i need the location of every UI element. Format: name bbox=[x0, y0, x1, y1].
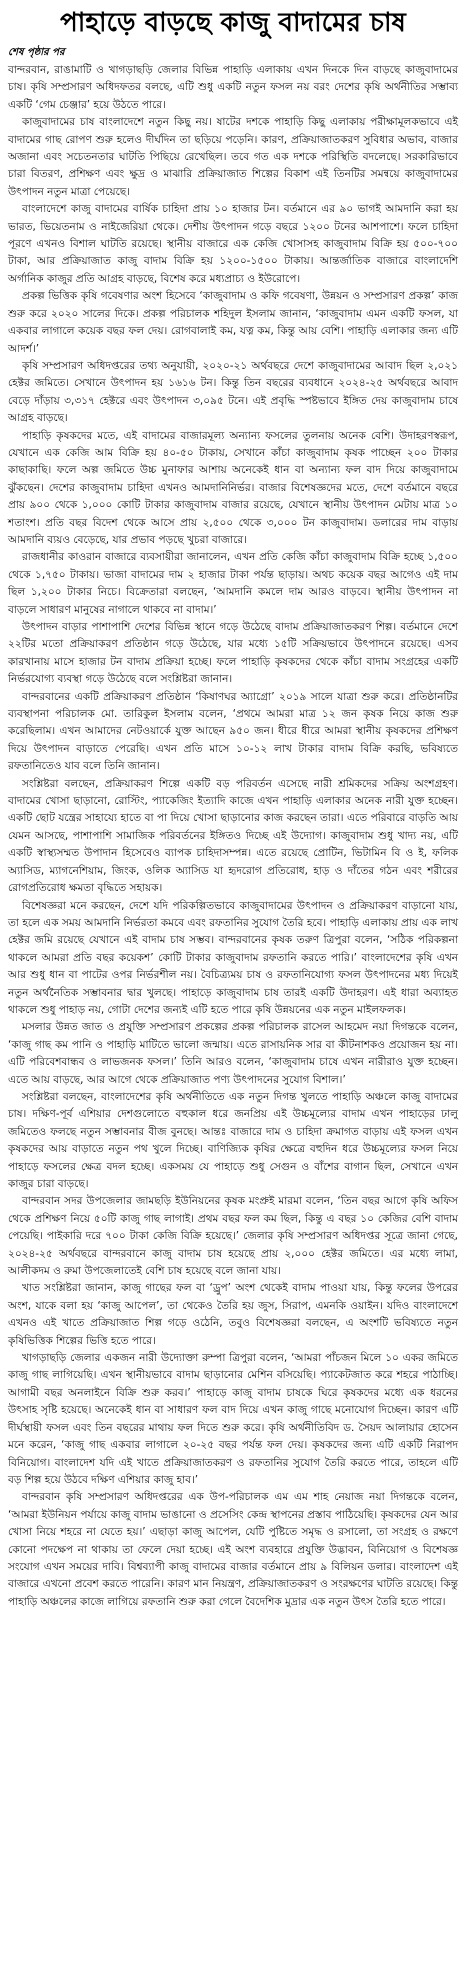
article-paragraph: বাংলাদেশে কাজু বাদামের বার্ষিক চাহিদা প্রায় ১০ হাজার টন। বর্তমানে এর ৯০ ভাগই আমদানি করা হয় ভারত, ভিয়েতনাম ও নাইজেরিয়া থেকে। দেশীয় উৎপাদন গড়ে বছরে ১২০০ টনের আশপাশে। ফলে চাহিদা পূরণে এখনও বিশাল ঘাটতি রয়েছে। স্থানীয় বাজারে এক কেজি খোসাসহ কাজুবাদাম বিক্রি হয় ৫০০-৭০০ টাকা, আর প্রক্রিয়াজাত কাজু বাদাম বিক্রি হয় ১২০০-১৫০০ টাকায়। আন্তর্জাতিক বাজারে বাংলাদেশি অর্গানিক কাজুর প্রতি আগ্রহ বাড়ছে, বিশেষ করে মধ্যপ্রাচ্য ও ইউরোপে। bbox=[8, 203, 458, 285]
article-paragraph: উৎপাদন বাড়ার পাশাপাশি দেশের বিভিন্ন স্থানে গড়ে উঠেছে বাদাম প্রক্রিয়াজাতকরণ শিল্প। বর্তমানে দেশে ২২টির মতো প্রক্রিয়াকরণ প্রতিষ্ঠান গড়ে উঠেছে, যার মধ্যে ১৫টি সক্রিয়ভাবে উৎপাদনে রয়েছে। এসব কারখানায় মাসে হাজার টন বাদাম প্রক্রিয়া হচ্ছে। ফলে পাহাড়ি কৃষকদের থেকে কাঁচা বাদাম সংগ্রহের একটি নির্ভরযোগ্য ব্যবস্থা গড়ে উঠেছে বলে সংশ্লিষ্টরা জানান। bbox=[8, 621, 458, 686]
article-paragraph: বান্দরবান কৃষি সম্প্রসারণ অধিদপ্তরের এক উপ-পরিচালক এম এম শাহ নেয়াজ নয়া দিগন্তকে বলেন, ‘আমরা ইউনিয়ন পর্যায়ে কাজু বাদাম ভাঙানো ও প্রসেসিং কেন্দ্র স্থাপনের প্রস্তাব পাঠিয়েছি। কৃষকদের যেন আর খোসা নিয়ে শহরে না যেতে হয়।’ এছাড়া কাজু আপেল, যেটি পুষ্টিতে সমৃদ্ধ ও রসালো, তা সংগ্রহ ও রক্ষণে কোনো পদক্ষেপ না থাকায় তা ফেলে দেয়া হচ্ছে। এই অংশ ব্যবহারে প্রযুক্তি উদ্ভাবন, বিনিয়োগ ও বিশেষজ্ঞ সংযোগ এখন সময়ের দাবি। বিশ্বব্যাপী কাজু বাদামের বাজার বর্তমানে প্রায় ৯ বিলিয়ন ডলার। বাংলাদেশ এই বাজারে এখনো প্রবেশ করতে পারেনি। কারণ মান নিয়ন্ত্রণ, প্রক্রিয়াজাতকরণ ও সংরক্ষণের ঘাটতি রয়েছে। কিন্তু পাহাড়ি অঞ্চলের কাজে লাগিয়ে রফতানি শুরু করা গেলে বৈদেশিক মুদ্রার এক নতুন উৎস তৈরি হতে পারে। bbox=[8, 1491, 458, 1608]
article-paragraph: রাজধানীর কাওরান বাজারে ব্যবসায়ীরা জানালেন, এখন প্রতি কেজি কাঁচা কাজুবাদাম বিক্রি হচ্ছে ১,৫০০ থেকে ১,৭৫০ টাকায়। ভাজা বাদামের দাম ২ হাজার টাকা পর্যন্ত ছাড়ায়। অথচ কয়েক বছর আগেও এই দাম ছিল ১,২০০ টাকার নিচে। বিক্রেতারা বলছেন, ‘আমদানি কমলে দাম আরও বাড়বে। স্থানীয় উৎপাদন না বাড়লে সাধারণ মানুষের নাগালে থাকবে না বাদাম।’ bbox=[8, 551, 458, 616]
article-paragraph: সংশ্লিষ্টরা বলছেন, প্রক্রিয়াকরণ শিল্পে একটি বড় পরিবর্তন এসেছে নারী শ্রমিকদের সক্রিয় অংশগ্রহণ। বাদামের খোসা ছাড়ানো, রোস্টিং, প্যাকেজিং ইত্যাদি কাজে এখন পাহাড়ি এলাকার অনেক নারী যুক্ত হচ্ছেন। একটি ছোট যন্ত্রের সাহায্যে হাতে বা পা দিয়ে খোসা ছাড়ানোর কাজ করছেন তারা। এতে পরিবারে বাড়তি আয় যেমন আসছে, পাশাপাশি সামাজিক পরিবর্তনের ইঙ্গিতও দিচ্ছে এই উদ্যোগ। কাজুবাদাম শুধু খাদ্য নয়, এটি একটি স্বাস্থ্যসম্মত উপাদান হিসেবেও ব্যাপক চাহিদাসম্পন্ন। এতে রয়েছে প্রোটিন, ভিটামিন বি ও ই, ফলিক অ্যাসিড, ম্যাগনেশিয়াম, জিংক, ওলিক অ্যাসিড যা হৃদরোগ প্রতিরোধ, হাড় ও দাঁতের গঠন এবং শরীরের রোগপ্রতিরোধ ক্ষমতা বৃদ্ধিতে সহায়ক। bbox=[8, 777, 458, 895]
article-paragraph: সংশ্লিষ্টরা বলছেন, বাংলাদেশের কৃষি অর্থনীতিতে এক নতুন দিগন্ত খুলতে পাহাড়ি অঞ্চলে কাজু বাদামের চাষ। দক্ষিণ-পূর্ব এশিয়ার দেশগুলোতে বহুকাল ধরে জনপ্রিয় এই উচ্চমূল্যের বাদাম এখন পাহাড়ের ঢালু জমিতেও ফলছে নতুন সম্ভাবনার বীজ বুনছে। আন্তঃ বাজারে দাম ও চাহিদা ক্রমাগত বাড়ায় এই ফসল এখন কৃষকদের আয় বাড়াতে নতুন পথ খুলে দিচ্ছে। বাণিজ্যিক কৃষির ক্ষেত্রে বহুদিন ধরে উচ্চমূল্যের ফসল নিয়ে পাহাড়ে ফসলের ক্ষেত্র বদল হচ্ছে। একসময় যে পাহাড়ে শুধু সেগুন ও বাঁশের বাগান ছিল, সেখানে এখন কাজুর চারা বাড়ছে। bbox=[8, 1090, 458, 1190]
article-paragraph: পাহাড়ি কৃষকদের মতে, এই বাদামের বাজারমূল্য অন্যান্য ফসলের তুলনায় অনেক বেশি। উদাহরণস্বরূপ, যেখানে এক কেজি আম বিক্রি হয় ৪০-৫০ টাকায়, সেখানে কাঁচা কাজুবাদাম কৃষক পাচ্ছেন ২০০ টাকার কাছাকাছি। ফলে অল্প জমিতে উচ্চ মুনাফার আশায় অনেকেই ধান বা অন্যান্য ফল বাদ দিয়ে কাজুবাদামে ঝুঁকছেন। দেশের কাজুবাদাম চাহিদা এখনও আমদানিনির্ভর। বাজার বিশেষজ্ঞদের মতে, দেশে বর্তমানে বছরে প্রায় ৯০০ থেকে ১,০০০ কোটি টাকার কাজুবাদাম বাজার রয়েছে, যেখানে স্থানীয় উৎপাদন মেটায় মাত্র ১০ শতাংশ। প্রতি বছর বিদেশ থেকে আসে প্রায় ২,৫০০ থেকে ৩,০০০ টন কাজুবাদাম। ডলারের দাম বাড়ায় আমদানি ব্যয়ও বেড়েছে, যার প্রভাব পড়ছে খুচরা বাজারে। bbox=[8, 429, 458, 546]
article-paragraph: খাগড়াছড়ি জেলার একজন নারী উদ্যোক্তা রুম্পা ত্রিপুরা বলেন, ‘আমরা পাঁচজন মিলে ১০ একর জমিতে কাজু গাছ লাগিয়েছি। এখন স্থানীয়ভাবে বাদাম ছাড়ানোর মেশিন বসিয়েছি। প্যাকেটজাত করে শহরে পাঠাচ্ছি। আগামী বছর অনলাইনে বিক্রি শুরু করব।’ পাহাড়ে কাজু বাদাম চাষকে ঘিরে কৃষকদের মধ্যে এক ধরনের উৎসাহ সৃষ্টি হয়েছে। অনেকেই ধান বা সাধারণ ফল বাদ দিয়ে এখন কাজু গাছে মনোযোগ দিচ্ছেন। কারণ এটি দীর্ঘস্থায়ী ফসল এবং তিন বছরের মাথায় ফল দিতে শুরু করে। কৃষি অর্থনীতিবিদ ড. সৈয়দ আলায়ার হোসেন মনে করেন, ‘কাজু গাছ একবার লাগালে ২০-২৫ বছর পর্যন্ত ফল দেয়। কৃষকদের জন্য এটি একটি নিরাপদ বিনিয়োগ। বাংলাদেশ যদি এই খাতে প্রক্রিয়াজাতকরণ ও রফতানির সুযোগ তৈরি করতে পারে, তাহলে এটি বড় শিল্প হয়ে উঠবে দক্ষিণ এশিয়ার কাজু হাব।’ bbox=[8, 1352, 458, 1486]
article-paragraph: বান্দরবান সদর উপজেলার জামছড়ি ইউনিয়নের কৃষক মংপ্রুই মারমা বলেন, ‘তিন বছর আগে কৃষি অফিস থেকে প্রশিক্ষণ নিয়ে ৫০টি কাজু গাছ লাগাই। প্রথম বছর ফল কম ছিল, কিন্তু এ বছর ১০ কেজির বেশি বাদাম পেয়েছি। পাইকারি দরে ৭০০ টাকা কেজি বিক্রি হয়েছে।’ জেলার কৃষি সম্প্রসারণ অধিদপ্তর সূত্রে জানা গেছে, ২০২৪-২৫ অর্থবছরে বান্দরবানে কাজু বাদাম চাষ হয়েছে প্রায় ২,০০০ হেক্টর জমিতে। এর মধ্যে লামা, আলীকদম ও রুমা উপজেলাতেই বেশি চাষ হয়েছে বলে জানা যায়। bbox=[8, 1195, 458, 1278]
article-headline: পাহাড়ে বাড়ছে কাজু বাদামের চাষ bbox=[60, 8, 406, 38]
continued-from-label: শেষ পৃষ্ঠার পর bbox=[8, 47, 65, 58]
article-paragraph: মসলার উন্নত জাত ও প্রযুক্তি সম্প্রসারণ প্রকল্পের প্রকল্প পরিচালক রাসেল আহমেদ নয়া দিগন্তকে বলেন, ‘কাজু গাছ কম পানি ও পাহাড়ি মাটিতে ভালো জন্মায়। এতে রাসায়নিক সার বা কীটনাশকও প্রয়োজন হয় না। এটি পরিবেশবান্ধব ও লাভজনক ফসল।’ তিনি আরও বলেন, ‘কাজুবাদাম চাষে এখন নারীরাও যুক্ত হচ্ছেন। এতে আয় বাড়ছে, আর আগে থেকে প্রক্রিয়াজাত পণ্য উৎপাদনের সুযোগ বিশাল।’ bbox=[8, 1021, 458, 1086]
article-paragraph: কৃষি সম্প্রসারণ অধিদপ্তরের তথ্য অনুযায়ী, ২০২০-২১ অর্থবছরে দেশে কাজুবাদামের আবাদ ছিল ২,০২১ হেক্টর জমিতে। সেখানে উৎপাদন হয় ১৬১৬ টন। কিন্তু তিন বছরের ব্যবধানে ২০২৪-২৫ অর্থবছরে আবাদ বেড়ে দাঁড়ায় ৩,৩১৭ হেক্টরে এবং উৎপাদন ৩,০৯৫ টনে। এই প্রবৃদ্ধি স্পষ্টভাবে ইঙ্গিত দেয় কাজুবাদাম চাষে আগ্রহ বাড়ছে। bbox=[8, 359, 458, 425]
article-body bbox=[8, 62, 458, 1611]
article-paragraph: খাত সংশ্লিষ্টরা জানান, কাজু গাছের ফল বা ‘ড্রুপ’ অংশ থেকেই বাদাম পাওয়া যায়, কিন্তু ফলের উপরের অংশ, যাকে বলা হয় ‘কাজু আপেল’, তা থেকেও তৈরি হয় জুস, সিরাপ, এমনকি ওয়াইন। যদিও বাংলাদেশে এখনও এই খাতে প্রক্রিয়াজাত শিল্প গড়ে ওঠেনি, তবুও বিশেষজ্ঞরা বলছেন, এ অংশটি ভবিষ্যতে নতুন কৃষিভিত্তিক শিল্পের ভিত্তি হতে পারে। bbox=[8, 1282, 458, 1347]
article-paragraph: বিশেষজ্ঞরা মনে করছেন, দেশে যদি পরিকল্পিতভাবে কাজুবাদামের উৎপাদন ও প্রক্রিয়াকরণ বাড়ানো যায়, তা হলে এক সময় আমদানি নির্ভরতা কমবে এবং রফতানির সুযোগ তৈরি হবে। পাহাড়ি এলাকায় প্রায় এক লাখ হেক্টর জমি রয়েছে যেখানে এই বাদাম চাষ সম্ভব। বান্দরবানের কৃষক তরুণ ত্রিপুরা বলেন, ‘সঠিক পরিকল্পনা থাকলে আমরা প্রতি বছর কয়েকশ’ কোটি টাকার কাজুবাদাম রফতানি করতে পারি।’ বাংলাদেশের কৃষি এখন আর শুধু ধান বা পাটের ওপর নির্ভরশীল নয়। বৈচিত্র্যময় চাষ ও রফতানিযোগ্য ফসল উৎপাদনের মধ্য দিয়েই নতুন অর্থনৈতিক সম্ভাবনার দ্বার খুলছে। পাহাড়ে কাজুবাদাম চাষ তারই একটি উদাহরণ। এই ধারা অব্যাহত থাকলে শুধু পাহাড় নয়, গোটা দেশের জন্যই এটি হতে পারে কৃষি উন্নয়নের এক নতুন মাইলফলক। bbox=[8, 899, 458, 1016]
article-paragraph: বান্দরবান, রাঙামাটি ও খাগড়াছড়ি জেলার বিভিন্ন পাহাড়ি এলাকায় এখন দিনকে দিন বাড়ছে কাজুবাদামের চাষ। কৃষি সম্প্রসারণ অধিদফতর বলছে, এটি শুধু একটি নতুন ফসল নয় বরং দেশের কৃষি অর্থনীতির সম্ভাব্য একটি ‘গেম চেঞ্জার’ হয়ে উঠতে পারে। bbox=[8, 64, 458, 111]
article-paragraph: প্রকল্প ভিত্তিক কৃষি গবেষণার অংশ হিসেবে ‘কাজুবাদাম ও কফি গবেষণা, উন্নয়ন ও সম্প্রসারণ প্রকল্প’ কাজ শুরু করে ২০২০ সালের দিকে। প্রকল্প পরিচালক শহিদুল ইসলাম জানান, ‘কাজুবাদাম এমন একটি ফসল, যা একবার লাগালে কয়েক বছর ফল দেয়। রোগবালাই কম, যত্ন কম, কিন্তু আয় বেশি। পাহাড়ি এলাকার জন্য এটি আদর্শ।’ bbox=[8, 290, 458, 355]
article-paragraph: কাজুবাদামের চাষ বাংলাদেশে নতুন কিছু নয়। ষাটের দশকে পাহাড়ি কিছু এলাকায় পরীক্ষামূলকভাবে এই বাদামের গাছ রোপণ শুরু হলেও দীর্ঘদিন তা ছড়িয়ে পড়েনি। কারণ, প্রক্রিয়াজাতকরণ সুবিধার অভাব, বাজার অজানা এবং সচেতনতার ঘাটতি পিছিয়ে রেখেছিল। তবে গত এক দশকে পরিস্থিতি বদলেছে। সরকারিভাবে চারা বিতরণ, প্রশিক্ষণ এবং ক্ষুদ্র ও মাঝারি প্রক্রিয়াজাত শিল্পের বিকাশ এই তিনটির সমন্বয়ে কাজুবাদামের উৎপাদন নতুন মাত্রা পেয়েছে। bbox=[8, 116, 458, 198]
article-paragraph: বান্দরবানের একটি প্রক্রিয়াকরণ প্রতিষ্ঠান ‘কিষাণঘর অ্যাগ্রো’ ২০১৯ সালে যাত্রা শুরু করে। প্রতিষ্ঠানটির ব্যবস্থাপনা পরিচালক মো. তারিকুল ইসলাম বলেন, ‘প্রথমে আমরা মাত্র ১২ জন কৃষক নিয়ে কাজ শুরু করেছিলাম। এখন আমাদের নেটওয়ার্কে যুক্ত আছেন ৯৫০ জন। ধীরে ধীরে আমরা স্থানীয় কৃষকদের প্রশিক্ষণ দিয়ে উৎপাদন বাড়াতে পেরেছি। এখন প্রতি মাসে ১০-১২ লাখ টাকার বাদাম বিক্রি করছি, ভবিষ্যতে রফতানিতেও যাব বলে তিনি জানান। bbox=[8, 690, 458, 773]
